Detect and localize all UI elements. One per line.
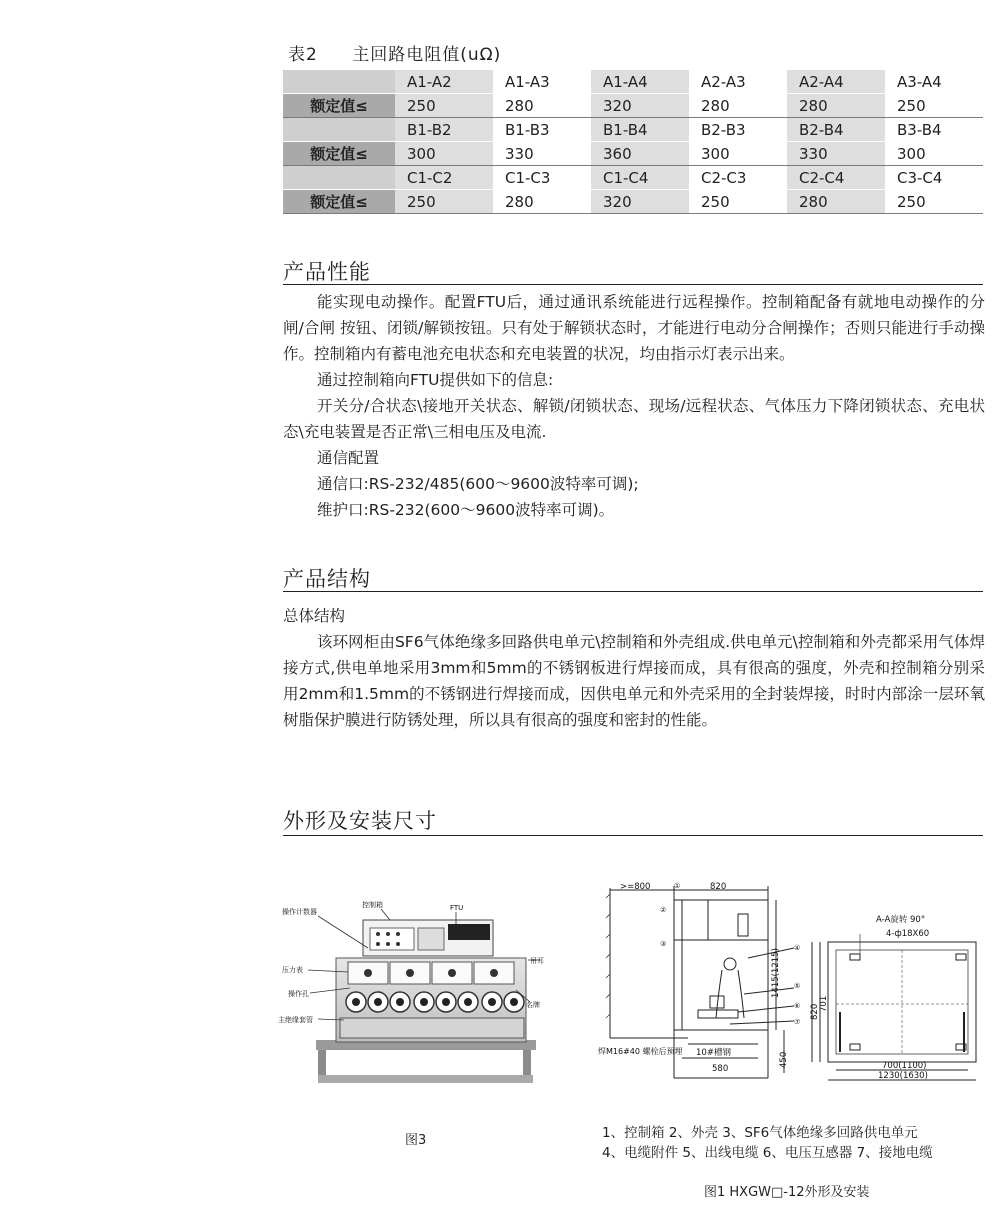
dim-label: 820 bbox=[810, 1003, 820, 1020]
dim-label: 820 bbox=[710, 882, 727, 892]
diagonal-header-cell bbox=[283, 166, 395, 190]
pair-header-cell: B2-B3 bbox=[689, 118, 787, 142]
part-number: ⑤ bbox=[794, 982, 801, 990]
legend-line: 1、控制箱 2、外壳 3、SF6气体绝缘多回路供电单元 bbox=[602, 1125, 918, 1141]
pair-header-cell: A1-A3 bbox=[493, 70, 591, 94]
resistance-value-cell: 300 bbox=[885, 142, 983, 166]
paragraph: 通过控制箱向FTU提供如下的信息: bbox=[317, 371, 554, 389]
photo-label: 操作计数器 bbox=[282, 908, 317, 916]
rated-value-label: 额定值≤ bbox=[283, 94, 395, 118]
dim-label: 1230(1630) bbox=[878, 1071, 928, 1081]
resistance-value-cell: 280 bbox=[689, 94, 787, 118]
paragraph: 通信配置 bbox=[317, 449, 380, 467]
pair-header-cell: C2-C4 bbox=[787, 166, 885, 190]
resistance-value-cell: 300 bbox=[395, 142, 493, 166]
diagonal-header-cell bbox=[283, 70, 395, 94]
pair-header-cell: C3-C4 bbox=[885, 166, 983, 190]
resistance-value-cell: 280 bbox=[787, 190, 885, 214]
photo-label: 主绝缘套管 bbox=[278, 1016, 313, 1024]
dim-label: 1415(1215) bbox=[771, 948, 781, 998]
resistance-value-cell: 250 bbox=[689, 190, 787, 214]
figure-legend bbox=[602, 1123, 933, 1163]
section-heading-structure: 产品结构 bbox=[283, 567, 371, 591]
paragraph: 通信口:RS-232/485(600～9600波特率可调); bbox=[317, 475, 639, 493]
table-title bbox=[288, 40, 501, 65]
dim-label: 701 bbox=[819, 995, 829, 1012]
pair-header-cell: A1-A4 bbox=[591, 70, 689, 94]
part-number: ⑥ bbox=[794, 1002, 801, 1010]
paragraph: 开关分/合状态\接地开关状态、解锁/闭锁状态、现场/远程状态、气体压力下降闭锁状态、充电状态\充电装置是否正常\三相电压及电流. bbox=[283, 397, 985, 441]
resistance-value-cell: 330 bbox=[493, 142, 591, 166]
legend-line: 4、电缆附件 5、出线电缆 6、电压互感器 7、接地电缆 bbox=[602, 1145, 933, 1161]
resistance-value-cell: 250 bbox=[885, 190, 983, 214]
resistance-value-cell: 320 bbox=[591, 190, 689, 214]
resistance-value-cell: 250 bbox=[395, 94, 493, 118]
paragraph: 维护口:RS-232(600～9600波特率可调)。 bbox=[317, 501, 615, 519]
resistance-value-cell: 330 bbox=[787, 142, 885, 166]
figure-1-caption: 图1 HXGW□-12外形及安装 bbox=[704, 1185, 870, 1200]
part-number: ④ bbox=[794, 944, 801, 952]
resistance-value-cell: 280 bbox=[493, 190, 591, 214]
section-divider bbox=[283, 284, 983, 285]
section-divider bbox=[283, 835, 983, 836]
table-caption: 主回路电阻值(uΩ) bbox=[352, 45, 502, 65]
performance-text bbox=[283, 289, 985, 523]
table-value-row bbox=[283, 142, 983, 166]
table-header-row bbox=[283, 118, 983, 142]
resistance-value-cell: 360 bbox=[591, 142, 689, 166]
pair-header-cell: A1-A2 bbox=[395, 70, 493, 94]
pair-header-cell: C1-C4 bbox=[591, 166, 689, 190]
photo-label: 名牌 bbox=[526, 1001, 540, 1009]
part-number: ⑦ bbox=[794, 1018, 801, 1026]
plan-label: 4-ф18X60 bbox=[886, 929, 930, 939]
resistance-value-cell: 300 bbox=[689, 142, 787, 166]
photo-label: 吊耳 bbox=[530, 957, 544, 965]
table-header-row bbox=[283, 166, 983, 190]
section-divider bbox=[283, 591, 983, 592]
part-number: ① bbox=[674, 882, 681, 890]
resistance-value-cell: 320 bbox=[591, 94, 689, 118]
dim-label: 450 bbox=[779, 1051, 789, 1068]
photo-label: 压力表 bbox=[282, 966, 303, 974]
rated-value-label: 额定值≤ bbox=[283, 190, 395, 214]
resistance-value-cell: 280 bbox=[787, 94, 885, 118]
plan-view-drawing bbox=[806, 912, 986, 1087]
paragraph: 该环网柜由SF6气体绝缘多回路供电单元\控制箱和外壳组成.供电单元\控制箱和外壳都采用气体焊接方式,供电单地采用3mm和5mm的不锈钢板进行焊接而成，具有很高的强度，外壳和控制箱分别采用2mm和1.5mm的不锈钢进行焊接而成，因供电单元和外壳采用的全封装焊接，时时内部涂一层环氧树脂保护膜进行防锈处理，所以具有很高的强度和密封的性能。 bbox=[283, 633, 985, 729]
pair-header-cell: C1-C3 bbox=[493, 166, 591, 190]
table-header-row bbox=[283, 70, 983, 94]
side-view-drawing bbox=[598, 878, 808, 1088]
equipment-photo bbox=[278, 890, 548, 1095]
pair-header-cell: C1-C2 bbox=[395, 166, 493, 190]
pair-header-cell: B2-B4 bbox=[787, 118, 885, 142]
section-heading-dimensions: 外形及安装尺寸 bbox=[283, 809, 437, 833]
dim-label: 700(1100) bbox=[882, 1061, 927, 1071]
part-number: ③ bbox=[660, 940, 667, 948]
photo-label: FTU bbox=[450, 904, 464, 912]
dim-label: 焊M16#40 螺栓后预埋 bbox=[598, 1047, 683, 1056]
structure-text bbox=[283, 603, 985, 733]
part-number: ② bbox=[660, 906, 667, 914]
dim-label: 10#槽钢 bbox=[696, 1048, 731, 1058]
pair-header-cell: B3-B4 bbox=[885, 118, 983, 142]
pair-header-cell: A2-A4 bbox=[787, 70, 885, 94]
resistance-value-cell: 250 bbox=[885, 94, 983, 118]
dim-label: 580 bbox=[712, 1064, 729, 1074]
diagonal-header-cell bbox=[283, 118, 395, 142]
pair-header-cell: A3-A4 bbox=[885, 70, 983, 94]
resistance-value-cell: 280 bbox=[493, 94, 591, 118]
photo-label: 控制箱 bbox=[362, 901, 383, 909]
table-number: 表2 bbox=[288, 45, 318, 65]
section-heading-performance: 产品性能 bbox=[283, 260, 371, 284]
figure-3-caption: 图3 bbox=[405, 1133, 427, 1148]
pair-header-cell: B1-B4 bbox=[591, 118, 689, 142]
rated-value-label: 额定值≤ bbox=[283, 142, 395, 166]
pair-header-cell: C2-C3 bbox=[689, 166, 787, 190]
dim-label: >=800 bbox=[620, 882, 651, 892]
resistance-table bbox=[283, 70, 983, 214]
plan-label: A-A旋转 90° bbox=[876, 915, 926, 925]
pair-header-cell: A2-A3 bbox=[689, 70, 787, 94]
table-value-row bbox=[283, 190, 983, 214]
paragraph: 能实现电动操作。配置FTU后，通过通讯系统能进行远程操作。控制箱配备有就地电动操作的分闸/合闸 按钮、闭锁/解锁按钮。只有处于解锁状态时，才能进行电动分合闸操作；否则只能进行手动操作。控制箱内有蓄电池充电状态和充电装置的状况，均由指示灯表示出来。 bbox=[283, 293, 985, 363]
table-value-row bbox=[283, 94, 983, 118]
photo-label: 操作孔 bbox=[288, 990, 309, 998]
pair-header-cell: B1-B2 bbox=[395, 118, 493, 142]
subheading: 总体结构 bbox=[283, 607, 346, 625]
resistance-value-cell: 250 bbox=[395, 190, 493, 214]
pair-header-cell: B1-B3 bbox=[493, 118, 591, 142]
